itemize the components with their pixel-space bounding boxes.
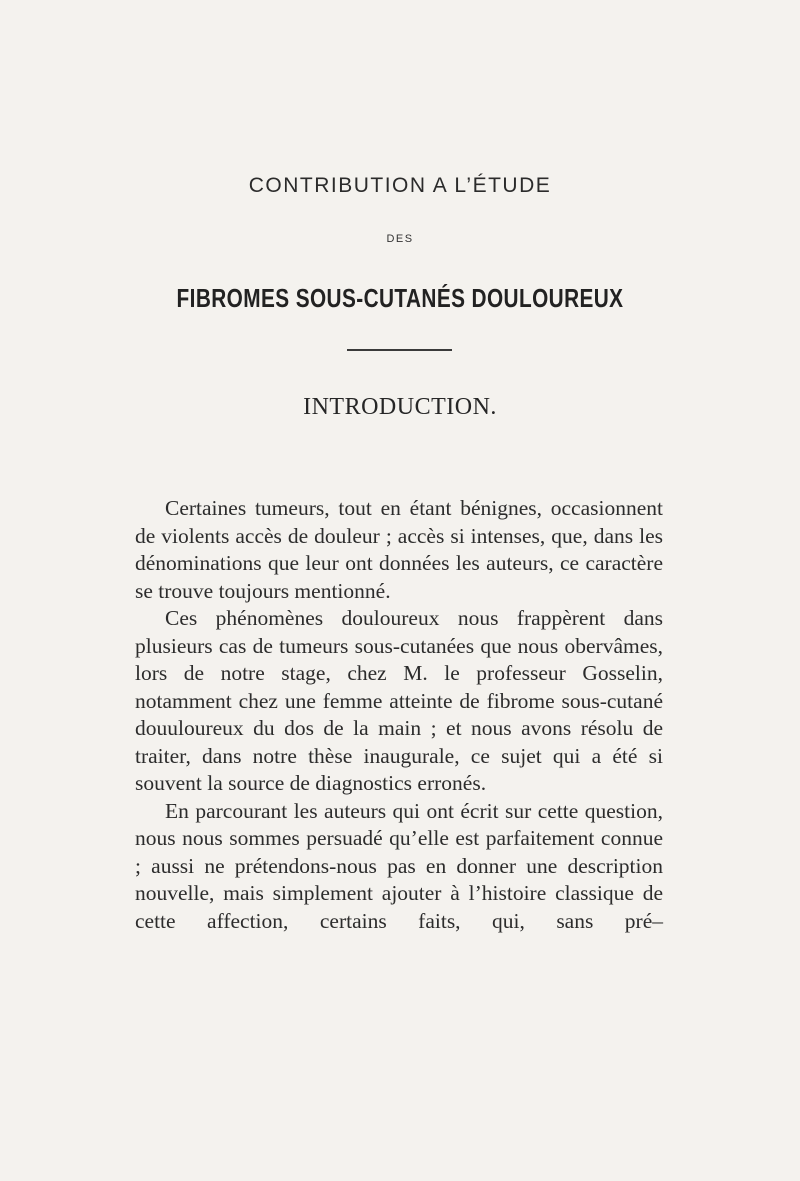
body-text [135, 495, 663, 935]
main-title: FIBROMES SOUS-CUTANÉS DOULOUREUX [176, 283, 624, 313]
paragraph-1: Certaines tumeurs, tout en étant bénignes, occasionnent de violents accès de douleur ; accès si intenses, que, dans les dénominations que leur ont données les auteurs, ce caractère se trouve toujours mentionné. [135, 496, 663, 603]
title-des: DES [386, 233, 414, 245]
paragraph-2: Ces phénomènes douloureux nous frappèrent dans plusieurs cas de tumeurs sous-cutanées que nous obervâmes, lors de notre stage, chez M. le professeur Gosselin, notamment chez une femme atteinte de fibrome sous-cutané douuloureux du dos de la main ; et nous avons résolu de traiter, dans notre thèse inaugurale, ce sujet qui a été si souvent la source de diagnostics erronés. [135, 606, 663, 795]
section-heading: INTRODUCTION. [303, 394, 497, 420]
paragraph-3: En parcourant les auteurs qui ont écrit sur cette question, nous nous sommes persuadé qu’elle est parfaitement connue ; aussi ne prétendons-nous pas en donner une description nouvelle, mais simplement ajouter à l’histoire classique de cette affection, certains faits, qui, sans pré– [135, 798, 663, 933]
title-line-1: CONTRIBUTION A L’ÉTUDE [248, 174, 552, 197]
title-divider [347, 349, 452, 351]
